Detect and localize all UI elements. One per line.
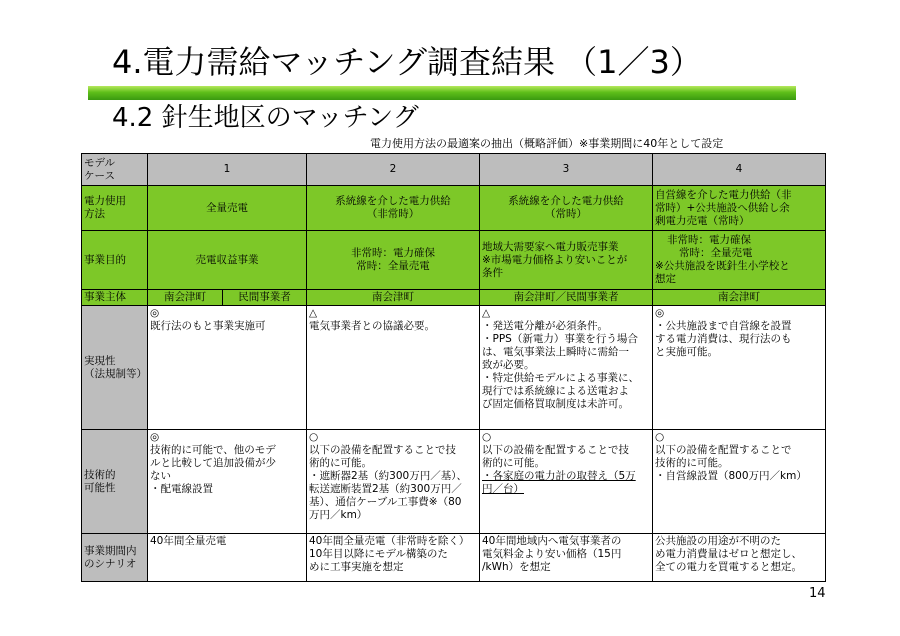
operator-cell: 南会津町	[653, 290, 826, 306]
technical-cell: ○ 以下の設備を配置することで技 術的に可能。 ・遮断器2基（約300万円／基）、 転送遮断装置2基（約300万円／ 基）、通信ケーブル工事費※（80 万円／km）	[307, 430, 480, 534]
feasibility-cell: △ 電気事業者との協議必要。	[307, 306, 480, 430]
case-number: 3	[480, 154, 653, 186]
scenario-cell: 40年間地域内へ電気事業者の 電気料金より安い価格（15円 /kWh）を想定	[480, 534, 653, 582]
technical-cell: ○ 以下の設備を配置することで 技術的に可能。 ・自営線設置（800万円／km）	[653, 430, 826, 534]
power-method-cell: 自営線を介した電力供給（非 常時）+公共施設へ供給し余 剰電力売電（常時）	[653, 186, 826, 231]
operator-cell: 南会津町	[148, 290, 223, 306]
table-row	[82, 186, 826, 231]
table-row	[82, 290, 826, 306]
technical-cell: ◎ 技術的に可能で、他のモデ ルと比較して追加設備が少 ない ・配電線設置	[148, 430, 307, 534]
purpose-cell: 地域大需要家へ電力販売事業 ※市場電力価格より安いことが 条件	[480, 231, 653, 290]
feasibility-cell: ◎ ・公共施設まで自営線を設置 する電力消費は、現行法のも と実施可能。	[653, 306, 826, 430]
case-number: 4	[653, 154, 826, 186]
technical-cell: ○ 以下の設備を配置することで技 術的に可能。 ・各家庭の電力計の取替え（5万 円／台）	[480, 430, 653, 534]
power-method-cell: 全量売電	[148, 186, 307, 231]
row-header-feasibility: 実現性 （法規制等）	[82, 306, 148, 430]
row-header-operator: 事業主体	[82, 290, 148, 306]
table-row	[82, 154, 826, 186]
feasibility-cell: ◎ 既行法のもと事業実施可	[148, 306, 307, 430]
scenario-cell: 40年間全量売電	[148, 534, 307, 582]
table-note: 電力使用方法の最適案の抽出（概略評価）※事業期間に40年として設定	[370, 137, 724, 150]
row-header-purpose: 事業目的	[82, 231, 148, 290]
scenario-cell: 公共施設の用途が不明のた め電力消費量はゼロと想定し、 全ての電力を買電すると想定。	[653, 534, 826, 582]
page-title: 4.電力需給マッチング調査結果 （1／3）	[112, 43, 702, 81]
case-number: 1	[148, 154, 307, 186]
matching-table	[81, 153, 826, 582]
table-row	[82, 306, 826, 430]
table-row	[82, 231, 826, 290]
operator-cell: 南会津町／民間事業者	[480, 290, 653, 306]
section-subtitle: 4.2 針生地区のマッチング	[112, 103, 419, 133]
rating-mark: ◎	[655, 307, 665, 319]
feasibility-cell: △ ・発送電分離が必須条件。 ・PPS（新電力）事業を行う場合 は、電気事業法上瞬時に需給一 致が必要。 ・特定供給モデルによる事業に、 現行では系統線による送電およ び固定価格買取制度は未許可。	[480, 306, 653, 430]
rating-mark: △	[309, 307, 318, 319]
power-method-cell: 系統線を介した電力供給 （非常時）	[307, 186, 480, 231]
rating-mark: ○	[309, 431, 319, 443]
operator-cell: 南会津町	[307, 290, 480, 306]
row-header-technical: 技術的 可能性	[82, 430, 148, 534]
rating-mark: ◎	[150, 307, 160, 319]
row-header-model-case: モデル ケース	[82, 154, 148, 186]
case-number: 2	[307, 154, 480, 186]
purpose-cell: 非常時：電力確保 常時：全量売電	[307, 231, 480, 290]
page-number: 14	[809, 586, 826, 601]
table-row	[82, 534, 826, 582]
scenario-cell: 40年間全量売電（非常時を除く） 10年目以降にモデル構築のた めに工事実施を想定	[307, 534, 480, 582]
table-row	[82, 430, 826, 534]
purpose-cell: 売電収益事業	[148, 231, 307, 290]
operator-cell: 民間事業者	[223, 290, 307, 306]
rating-mark: ◎	[150, 431, 160, 443]
rating-mark: ○	[482, 431, 492, 443]
rating-mark: △	[482, 307, 491, 319]
rating-mark: ○	[655, 431, 665, 443]
row-header-power-method: 電力使用 方法	[82, 186, 148, 231]
title-underline-bar	[88, 86, 796, 100]
power-method-cell: 系統線を介した電力供給 （常時）	[480, 186, 653, 231]
row-header-scenario: 事業期間内 のシナリオ	[82, 534, 148, 582]
purpose-cell: 非常時：電力確保 常時：全量売電 ※公共施設を既針生小学校と 想定	[653, 231, 826, 290]
